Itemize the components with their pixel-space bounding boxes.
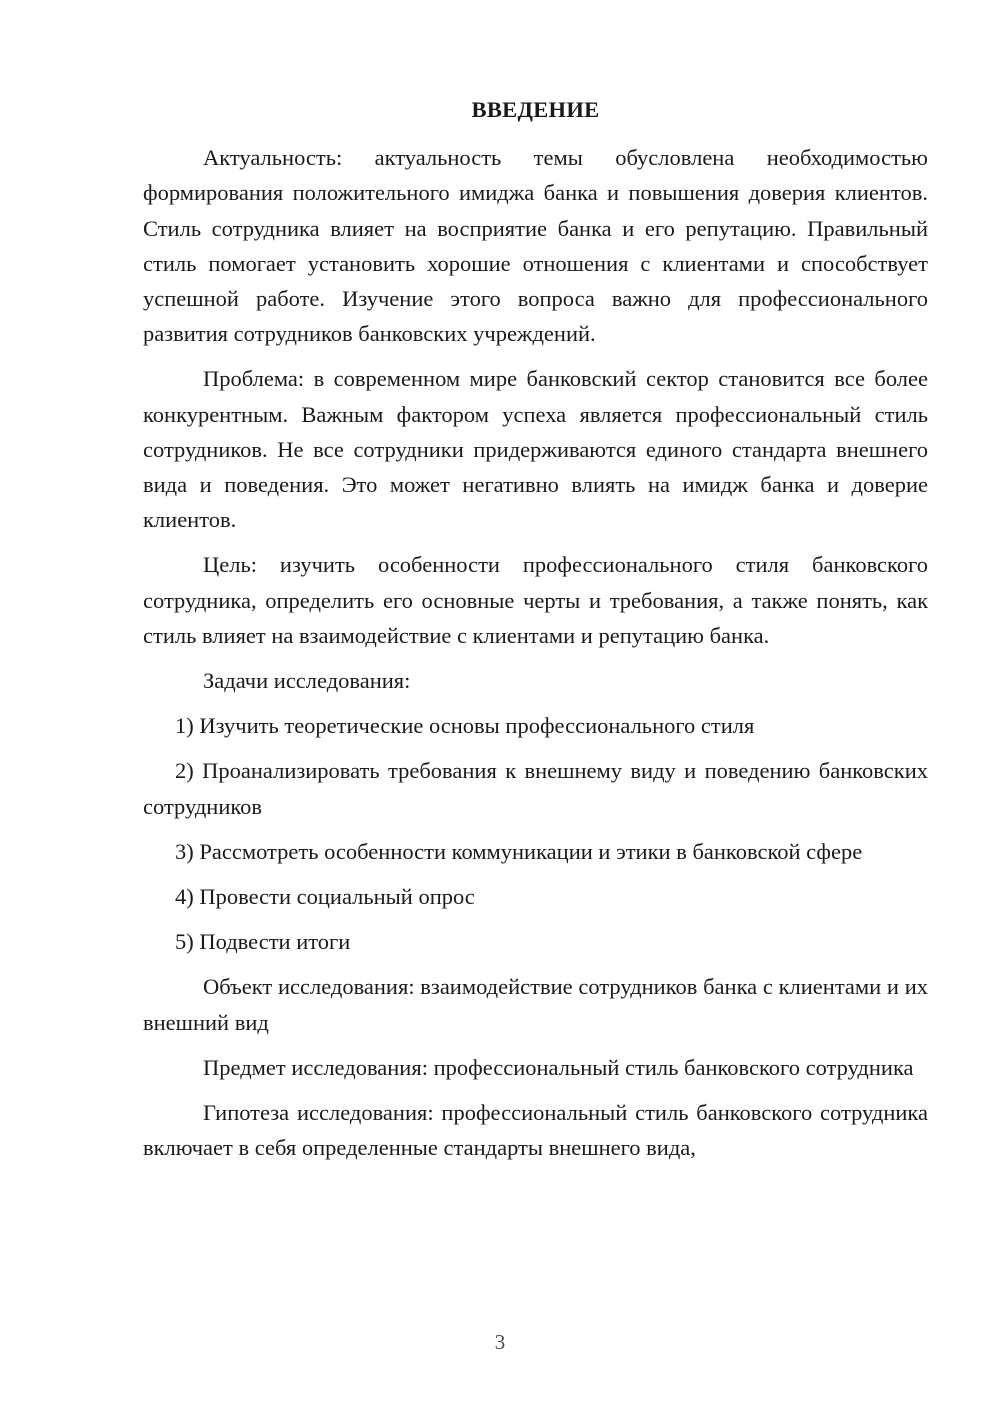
task-item-1: 1) Изучить теоретические основы профессионального стиля — [175, 713, 755, 739]
task-item-2: 2) Проанализировать требования к внешнему виду и поведению банковских сотрудников — [143, 758, 928, 819]
document-page — [143, 92, 928, 1175]
paragraph-object: Объект исследования: взаимодействие сотрудников банка с клиентами и их внешний вид — [143, 974, 928, 1035]
task-item-5: 5) Подвести итоги — [175, 929, 351, 955]
section-heading: ВВЕДЕНИЕ — [471, 97, 600, 122]
paragraph-problem: Проблема: в современном мире банковский сектор становится все более конкурентным. Важным фактором успеха является профессиональный стиль сотрудников. Не все сотрудники придерживаются единого стандарта внешнего вида и поведения. Это может негативно влиять на имидж банка и доверие клиентов. — [143, 366, 928, 533]
paragraph-hypothesis: Гипотеза исследования: профессиональный стиль банковского сотрудника включает в себя определенные стандарты внешнего вида, — [143, 1100, 928, 1161]
paragraph-relevance: Актуальность: актуальность темы обусловлена необходимостью формирования положительного имиджа банка и повышения доверия клиентов. Стиль сотрудника влияет на восприятие банка и его репутацию. Правильный стиль помогает установить хорошие отношения с клиентами и способствует успешной работе. Изучение этого вопроса важно для профессионального развития сотрудников банковских учреждений. — [143, 145, 928, 347]
paragraph-goal: Цель: изучить особенности профессионального стиля банковского сотрудника, определить его основные черты и требования, а также понять, как стиль влияет на взаимодействие с клиентами и репутацию банка. — [143, 552, 928, 648]
task-item-4: 4) Провести социальный опрос — [175, 884, 475, 910]
page-number: 3 — [494, 1330, 506, 1354]
paragraph-subject: Предмет исследования: профессиональный стиль банковского сотрудника — [203, 1054, 914, 1080]
paragraph-tasks-intro: Задачи исследования: — [203, 668, 411, 694]
task-item-3: 3) Рассмотреть особенности коммуникации и этики в банковской сфере — [175, 838, 863, 864]
